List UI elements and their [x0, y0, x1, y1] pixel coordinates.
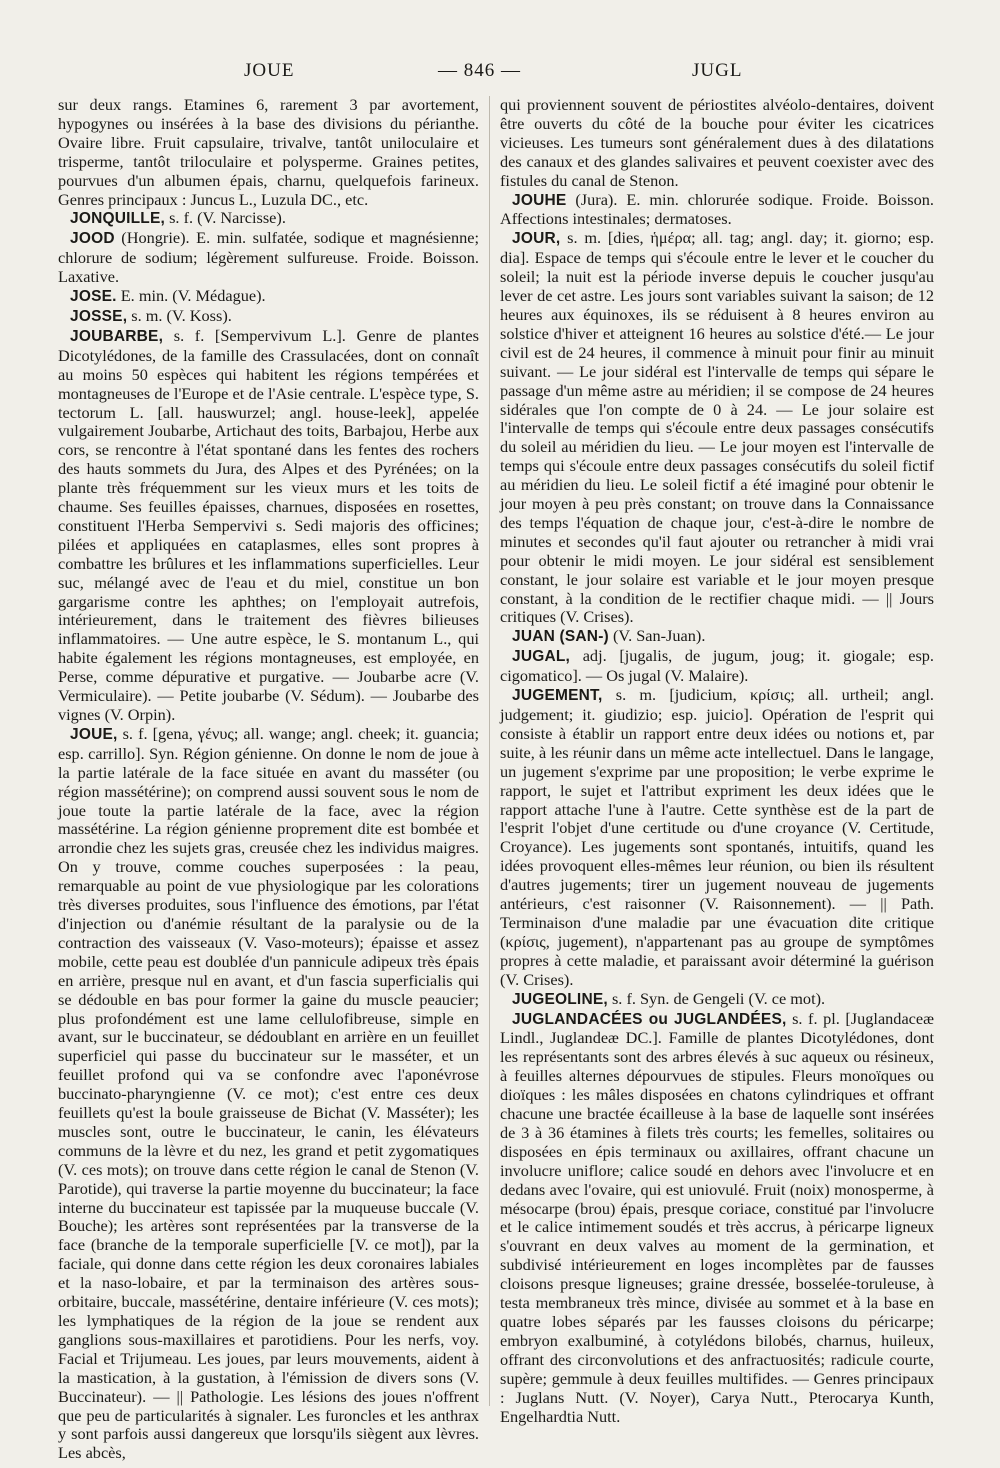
entry-text: (Hongrie). E. min. sulfatée, sodique et magnésienne; chlorure de sodium; légèrement sulfureuse. Froide. Boisson. Laxative. — [58, 228, 479, 287]
dictionary-entry — [500, 191, 934, 230]
dictionary-entry — [500, 627, 934, 647]
dictionary-entry — [500, 686, 934, 990]
entry-text: sur deux rangs. Etamines 6, rarement 3 par avortement, hypogynes ou insérées à la base des divisions du périanthe. Ovaire libre. Fruit capsulaire, trivalve, tantôt uniloculaire et trisperme, tantôt triloculaire et polysperme. Graines petites, pourvues d'un albumen épais, charnu, quelquefois farineux. Genres principaux : Juncus L., Luzula DC., etc. — [58, 95, 479, 209]
entry-headword: JOOD — [70, 230, 115, 248]
entry-text: s. f. [gena, γένυς; all. wange; angl. cheek; it. guancia; esp. carrillo]. Syn. Région génienne. On donne le nom de joue à la partie latérale de la face située en avant du masséter (ou région massétérine); on comprend aussi souvent sous le nom de joue toute la partie latérale de la face, avec la région massétérine. La région génienne proprement dite est bombée et arrondie chez les sujets gras, creusée chez les individus maigres. On y trouve, comme couches superposées : la peau, remarquable au point de vue physiologique par les colorations très diverses produites, sous l'influence des émotions, par l'état d'injection ou d'anémie résultant de la paralysie ou de la contraction des vaisseaux (V. Vaso-moteurs); épaisse et assez mobile, cette peau est doublée d'un pannicule adipeux très épais en arrière, presque nul en avant, et d'un fascia superficialis qui se dédouble en bas pour former la gaine du muscle peaucier; plus profondément est une lame cellulofibreuse, simple en avant, sur le buccinateur, se dédoublant en arrière en un feuillet superficiel qui passe du buccinateur sur le masséter, et un feuillet profond qui va se confondre avec l'aponévrose buccinato-pharyngienne (V. ce mot); c'est entre ces deux feuillets qu'est la boule graisseuse de Bichat (V. Masséter); les muscles sont, outre le buccinateur, le canin, les élévateurs communs de la lèvre et du nez, les grand et petit zygomatiques (V. ces mots); on trouve dans cette région le canal de Stenon (V. Parotide), qui traverse la partie moyenne du buccinateur; la face interne du buccinateur est tapissée par la muqueuse buccale (V. Bouche); les artères sont représentées par la transverse de la face (branche de la temporale superficielle [V. ce mot]), par la faciale, qui donne dans cette région les deux coronaires labiales et la naso-lobaire, et par la terminaison des artères sous-orbitaire, buccale, massétérine, dentaire inférieure (V. ces mots); les lymphatiques de la région de la joue se rendent aux ganglions sous-maxillaires et parotidiens. Pour les nerfs, voy. Facial et Trijumeau. Les joues, par leurs mouvements, aident à la mastication, à la gustation, à l'émission de divers sons (V. Buccinateur). — || Pathologie. Les lésions des joues n'offrent que peu de particularités à signaler. Les furoncles et les anthrax y sont parfois aussi dangereux que lorsqu'ils siègent aux lèvres. Les abcès, — [58, 723, 479, 1463]
entry-text: E. min. (V. Médague). — [116, 286, 266, 306]
running-header — [58, 60, 942, 88]
continued-text — [500, 96, 934, 191]
continued-text — [58, 96, 479, 209]
header-right-guideword: JUGL — [692, 60, 743, 81]
page-number: — 846 — — [438, 60, 521, 81]
entry-headword: JOUR, — [512, 230, 561, 248]
entry-headword: JUGLANDACÉES ou JUGLANDÉES, — [512, 1010, 787, 1028]
entry-text: adj. [jugalis, de jugum, joug; it. giogale; esp. cigomatico]. — Os jugal (V. Malaire). — [500, 646, 934, 686]
dictionary-entry — [58, 307, 479, 327]
dictionary-entry — [58, 725, 479, 1463]
entry-text: s. f. (V. Narcisse). — [165, 208, 286, 228]
header-left-guideword: JOUE — [244, 60, 295, 81]
dictionary-entry — [58, 327, 479, 725]
entry-headword: JOSSE, — [70, 307, 128, 325]
dictionary-entry — [58, 209, 479, 229]
entry-text: s. m. [judicium, κρίσις; all. urtheil; angl. judgement; it. giudizio; esp. juicio]. Opération de l'esprit qui consiste à établir un rapport entre deux idées ou notions et, par suite, à les réunir dans un même acte intellectuel. Dans le langage, un jugement s'exprime par une proposition; le verbe exprime le rapport, le sujet et l'attribut expriment les deux idées que le rapport attache l'une à l'autre. Cette synthèse est de la part de l'esprit l'objet d'une certitude ou d'une croyance (V. Certitude, Croyance). Les jugements sont spontanés, intuitifs, quand les idées provoquent elles-mêmes leur réunion, ou bien ils résultent d'autres jugements; tirer un jugement nouveau de jugements antérieurs, c'est raisonner (V. Raisonnement). — || Path. Terminaison d'une maladie par une évacuation dite critique (κρίσις, jugement), n'appartenant pas au groupe de symptômes propres à cette maladie, et paraissant avoir déterminé la guérison (V. Crises). — [500, 685, 934, 989]
right-column — [500, 96, 934, 1436]
entry-headword: JUGEMENT, — [512, 687, 603, 705]
entry-text: s. m. (V. Koss). — [127, 305, 232, 325]
column-divider — [489, 96, 490, 1406]
left-column — [58, 95, 479, 1463]
dictionary-entry — [58, 287, 479, 307]
entry-headword: JOUHE — [512, 191, 567, 209]
entry-text: s. f. Syn. de Gengeli (V. ce mot). — [607, 988, 826, 1008]
entry-text: s. f. pl. [Juglandaceæ Lindl., Juglandeæ DC.]. Famille de plantes Dicotylédones, dont les représentants sont des arbres élevés à suc aqueux ou résineux, à feuilles alternes dépourvues de stipules. Fleurs monoïques ou dioïques : les mâles disposées en chatons cylindriques et offrant chacune une bractée écailleuse à la base de laquelle sont insérées de 3 à 36 étamines à filets très courts; les femelles, solitaires ou disposées en épis terminaux ou axillaires, offrant chacune un involucre uniflore; calice soudé en dehors avec l'involucre et en dedans avec l'ovaire, qui est uniovulé. Fruit (noix) monosperme, à mésocarpe (brou) épais, presque coriace, constitué par l'involucre et le calice intimement soudés et très accrus, à péricarpe ligneux s'ouvrant en deux valves au moment de la germination, et subdivisé intérieurement en loges incomplètes par de fausses cloisons presque ligneuses; graine dressée, bosselée-toruleuse, à testa membraneux très mince, divisée au sommet et à la base en quatre lobes séparés par les fausses cloisons du péricarpe; embryon exalbuminé, à cotylédons bilobés, charnus, huileux, offrant des circonvolutions et des anfractuosités; radicule courte, supère; gemmule à deux feuilles multifides. — Genres principaux : Juglans Nutt. (V. Noyer), Carya Nutt., Pterocarya Kunth, Engelhardtia Nutt. — [500, 1008, 934, 1426]
entry-text: s. m. [dies, ἡμέρα; all. tag; angl. day; it. giorno; esp. dia]. Espace de temps qui s'écoule entre le lever et le coucher du soleil; la nuit est la période inverse depuis le coucher jusqu'au lever de cet astre. Les jours sont variables suivant la saison; de 12 heures aux équinoxes, ils se réduisent à 8 heures environ au solstice d'hiver et atteignent 16 heures au solstice d'été.— Le jour civil est de 24 heures, il commence à minuit pour finir au minuit suivant. — Le jour sidéral est l'intervalle de temps qui sépare le passage d'un même astre au méridien; il se compose de 24 heures sidérales que l'on compte de 0 à 24. — Le jour solaire est l'intervalle de temps qui s'écoule entre deux passages consécutifs du soleil au méridien du lieu. — Le jour moyen est l'intervalle de temps qui s'écoule entre deux passages consécutifs du soleil fictif au méridien du lieu. Le soleil fictif a été imaginé pour obtenir le jour moyen à peu près constant; on trouve dans la Connaissance des temps l'équation de chaque jour, c'est-à-dire le nombre de minutes et secondes qu'il faut ajouter ou retrancher à midi vrai pour obtenir le midi moyen. Le jour sidéral est sensiblement constant, le jour solaire est variable et le jour moyen presque constant, à la condition de le rectifier chaque midi. — || Jours critiques (V. Crises). — [500, 228, 934, 627]
dictionary-entry — [500, 1010, 934, 1427]
entry-headword: JUGAL, — [512, 648, 571, 666]
entry-text: qui proviennent souvent de périostites alvéolo-dentaires, doivent être ouverts du côté de la bouche pour éviter les cicatrices vicieuses. Les tumeurs sont généralement dues à des dilatations des canaux et des glandes salivaires et peuvent coexister avec des fistules du canal de Stenon. — [500, 95, 934, 190]
dictionary-entry — [500, 990, 934, 1010]
dictionary-entry — [500, 647, 934, 686]
entry-text: s. f. [Sempervivum L.]. Genre de plantes Dicotylédones, de la famille des Crassulacées, dont on connaît au moins 50 espèces qui habitent les régions tempérées et montagneuses de l'Europe et de l'Asie centrale. L'espèce type, S. tectorum L. [all. hauswurzel; angl. house-leek], appelée vulgairement Joubarbe, Artichaut des toits, Barbajou, Herbe aux cors, se rencontre à l'état spontané dans les fentes des rochers des hauts sommets du Jura, des Alpes et des Pyrénées; on la plante très fréquemment sur les vieux murs et les toits de chaume. Ses feuilles épaisses, charnues, disposées en rosettes, constituent l'Herba Sempervivi s. Sedi majoris des officines; pilées et appliquées en cataplasmes, elles sont propres à combattre les brûlures et les inflammations superficielles. Leur suc, mélangé avec de l'eau et du miel, constitue un bon gargarisme contre les aphthes; on l'employait autrefois, intérieurement, dans le traitement des fièvres bilieuses inflammatoires. — Une autre espèce, le S. montanum L., qui habite également les régions montagneuses, est employée, en Perse, comme dépurative et purgative. — Joubarbe acre (V. Vermiculaire). — Petite joubarbe (V. Sédum). — Joubarbe des vignes (V. Orpin). — [58, 325, 479, 724]
entry-text: (Jura). E. min. chlorurée sodique. Froide. Boisson. Affections intestinales; dermatoses. — [500, 189, 934, 229]
dictionary-entry — [500, 229, 934, 627]
entry-headword: JOUE, — [70, 725, 118, 743]
dictionary-entry — [58, 229, 479, 287]
entry-headword: JUAN (SAN-) — [512, 628, 609, 646]
entry-text: (V. San-Juan). — [608, 626, 706, 646]
entry-headword: JONQUILLE, — [70, 210, 166, 228]
entry-headword: JOSE. — [70, 288, 117, 306]
entry-headword: JOUBARBE, — [70, 327, 164, 345]
entry-headword: JUGEOLINE, — [512, 990, 608, 1008]
